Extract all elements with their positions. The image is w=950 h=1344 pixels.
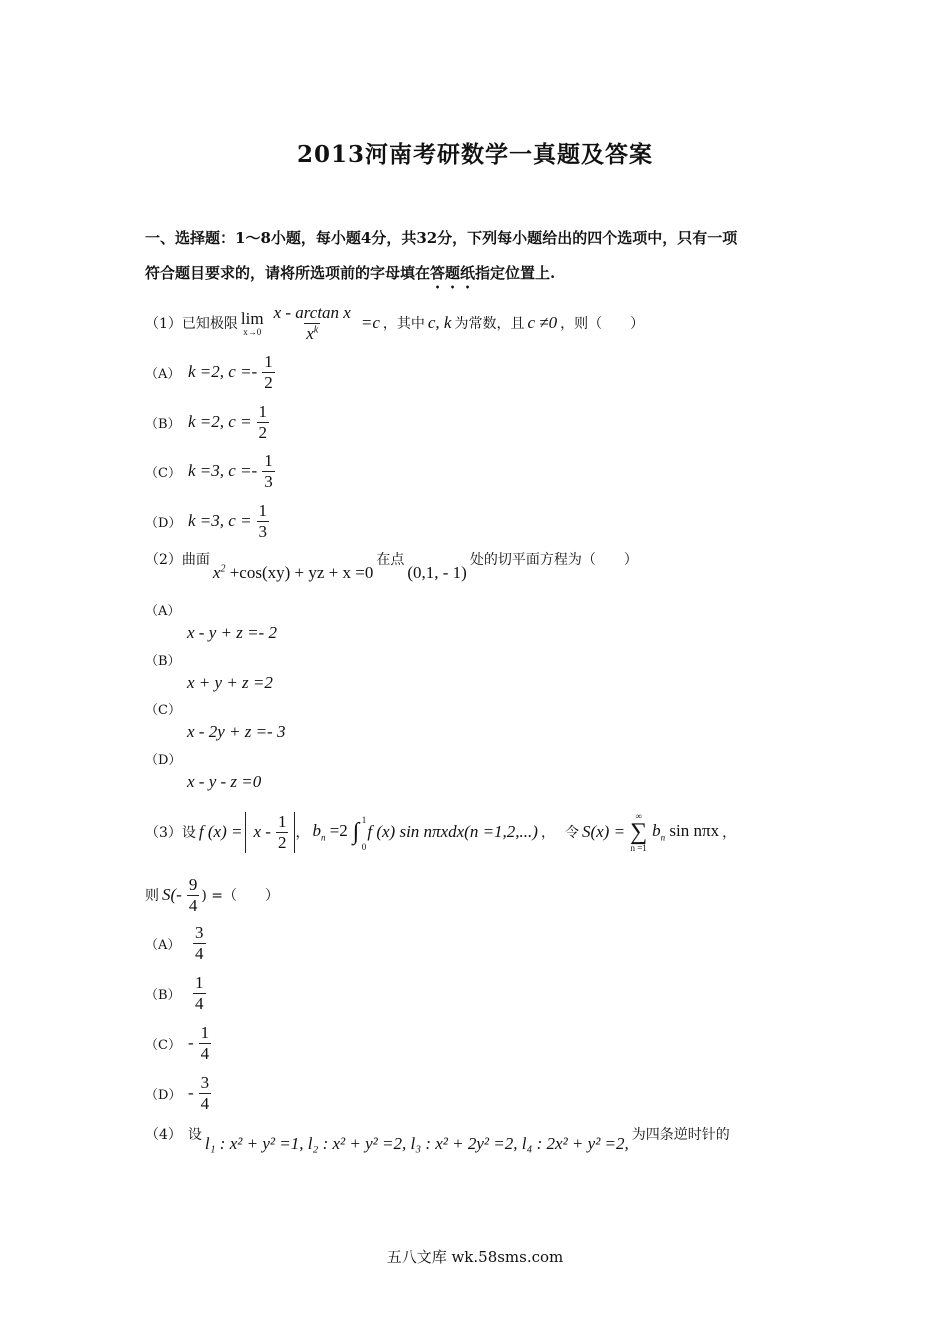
option-label: （D）	[145, 753, 182, 768]
q2-option-c	[145, 699, 288, 742]
q4-post: 为四条逆时针的	[631, 1127, 730, 1143]
option-label: （D）	[145, 515, 182, 531]
summation-sign: ∞ ∑ n =1	[630, 811, 648, 853]
lim-text: lim	[240, 309, 264, 328]
q1-limit	[241, 309, 264, 337]
then-text: 则	[145, 888, 159, 904]
question-2	[145, 545, 638, 585]
q1-fraction	[269, 303, 356, 344]
question-4	[145, 1120, 730, 1160]
bn-sub: n	[320, 832, 326, 843]
option-label: （B）	[145, 416, 181, 432]
frac-num: 1	[264, 351, 273, 371]
eq-rest: +cos(xy) + yz + x =0	[229, 563, 374, 582]
option-label: （A）	[145, 604, 181, 619]
frac-den: 4	[200, 1093, 210, 1113]
q2-mid: 在点	[376, 552, 405, 568]
q3-sep2: ，	[540, 825, 555, 841]
q1-cond: c ≠0	[527, 313, 558, 332]
frac-den: 4	[200, 1043, 210, 1063]
sum-b: b	[652, 821, 661, 841]
option-fraction	[257, 501, 270, 542]
then-s: S(-	[162, 885, 182, 904]
q1-eq: =c	[360, 313, 380, 332]
sum-top: ∞	[635, 811, 642, 821]
section-heading-line2	[145, 256, 815, 292]
option-expr: x + y + z =2	[187, 673, 273, 692]
int-top: 1	[361, 814, 367, 825]
frac-den: 3	[258, 521, 268, 541]
frac-den: 4	[188, 895, 198, 915]
then-post: ) =（ ）	[201, 888, 279, 904]
q2-option-d	[145, 749, 264, 792]
option-label: （C）	[145, 703, 181, 718]
q3-sum-body	[652, 821, 719, 842]
option-expr: x - 2y + z =- 3	[187, 722, 286, 741]
frac-num: 9	[188, 874, 198, 894]
option-expr: k =3, c =	[188, 511, 252, 530]
option-expr: k =2, c =	[188, 412, 252, 431]
q2-equation	[213, 563, 373, 583]
question-1	[145, 300, 644, 346]
bn: b	[312, 821, 321, 841]
section-heading	[145, 221, 815, 292]
sum-b-sub: n	[660, 832, 666, 843]
q3-end: ，	[722, 825, 737, 841]
q4-expr: l₁ : x² + y² =1, l₂ : x² + y² =2, l₃ : x² + 2y² =2, l₄ : 2x² + y² =2,	[204, 1134, 629, 1153]
q3-f: f (x) =	[198, 822, 243, 841]
q3-ling: 令	[564, 825, 579, 841]
option-fraction	[193, 923, 206, 964]
eq-sup: 2	[220, 563, 226, 575]
option-label: （B）	[145, 987, 181, 1003]
frac-num: 1	[264, 450, 273, 470]
q2-number: （2）	[145, 552, 182, 568]
option-sign: -	[188, 1083, 194, 1102]
q2-point: (0,1, - 1)	[407, 563, 467, 582]
int-bot: 0	[361, 841, 367, 852]
q1-option-c	[145, 449, 277, 493]
option-fraction	[199, 1023, 212, 1064]
q1-post: ，则（ ）	[560, 316, 645, 332]
frac-num: 1	[200, 1022, 210, 1042]
frac-den: 2	[277, 832, 287, 852]
q1-denominator	[304, 323, 320, 344]
lim-sub: x→0	[243, 327, 262, 337]
sum-rest: sin nπx	[669, 821, 720, 841]
option-expr: k =2, c =-	[188, 362, 258, 381]
frac-den: 2	[258, 422, 268, 442]
q3-S: S(x) =	[581, 822, 626, 841]
q1-option-d	[145, 499, 271, 543]
footer-watermark: 五八文库 wk.58sms.com	[386, 1248, 564, 1266]
q3-then	[145, 872, 279, 918]
option-label: （A）	[145, 937, 181, 953]
abs-fraction	[276, 812, 289, 853]
option-label: （A）	[145, 366, 181, 382]
q3-option-c	[145, 1020, 213, 1066]
q1-numerator: x - arctan x	[273, 302, 351, 322]
option-fraction	[193, 973, 206, 1014]
option-expr: k =3, c =-	[188, 461, 258, 480]
q2-option-b	[145, 650, 276, 693]
heading-text-end: 指定位置上.	[475, 264, 556, 282]
den-base: x	[306, 323, 314, 343]
q1-mid2: 为常数，且	[454, 316, 525, 332]
q4-text: 设	[187, 1127, 202, 1143]
q2-option-a	[145, 600, 280, 643]
heading-emphasis: 答题纸	[430, 264, 476, 282]
option-expr: x - y + z =- 2	[187, 623, 277, 642]
q1-mid: ，其中	[382, 316, 425, 332]
frac-den: 4	[195, 993, 204, 1013]
option-sign: -	[188, 1033, 194, 1052]
frac-num: 3	[195, 922, 204, 942]
frac-num: 3	[200, 1072, 210, 1092]
option-label: （D）	[145, 1087, 182, 1103]
frac-num: 1	[258, 500, 268, 520]
frac-num: 1	[195, 972, 204, 992]
bn-eq: =2	[329, 821, 348, 841]
q2-text: 曲面	[181, 552, 210, 568]
page-title: 2013河南考研数学一真题及答案	[296, 141, 653, 168]
option-label: （B）	[145, 654, 181, 669]
q3-option-a	[145, 920, 208, 966]
option-expr: x - y - z =0	[187, 772, 262, 791]
option-label: （C）	[145, 1037, 181, 1053]
frac-num: 1	[258, 401, 268, 421]
q4-number: （4）	[145, 1127, 182, 1143]
section-heading-line1: 一、选择题：1～8小题，每小题4分，共32分，下列每小题给出的四个选项中，只有一项	[145, 229, 738, 247]
frac-den: 2	[264, 372, 273, 392]
q1-vars: c, k	[427, 313, 452, 332]
q1-text: 已知极限	[181, 316, 238, 332]
q3-option-b	[145, 970, 208, 1016]
option-label: （C）	[145, 465, 181, 481]
heading-text: 符合题目要求的，请将所选项前的字母填在	[145, 264, 431, 282]
q3-abs	[245, 812, 295, 853]
q1-number: （1）	[145, 316, 182, 332]
then-fraction	[187, 875, 200, 916]
q3-integrand: f (x) sin nπxdx(n =1,2,...)	[367, 822, 538, 841]
q3-sep: ，	[295, 825, 310, 841]
frac-den: 3	[264, 471, 273, 491]
q2-post: 处的切平面方程为（ ）	[469, 552, 638, 568]
q3-text: 设	[181, 825, 196, 841]
den-exp: k	[313, 323, 319, 335]
frac-num: 1	[277, 811, 287, 831]
q3-number: （3）	[145, 825, 182, 841]
sum-bot: n =1	[630, 843, 647, 853]
q3-bn	[312, 821, 347, 842]
abs-expr: x -	[253, 822, 271, 841]
integral-sign: ∫ 1 0	[352, 814, 367, 852]
question-3	[145, 804, 736, 860]
q1-option-b	[145, 400, 271, 444]
option-fraction	[262, 451, 275, 492]
eq-part: x	[212, 563, 221, 582]
q3-option-d	[145, 1070, 213, 1116]
option-fraction	[199, 1073, 212, 1114]
option-fraction	[262, 352, 275, 393]
frac-den: 4	[195, 943, 204, 963]
q1-option-a	[145, 350, 277, 394]
option-fraction	[257, 402, 270, 443]
